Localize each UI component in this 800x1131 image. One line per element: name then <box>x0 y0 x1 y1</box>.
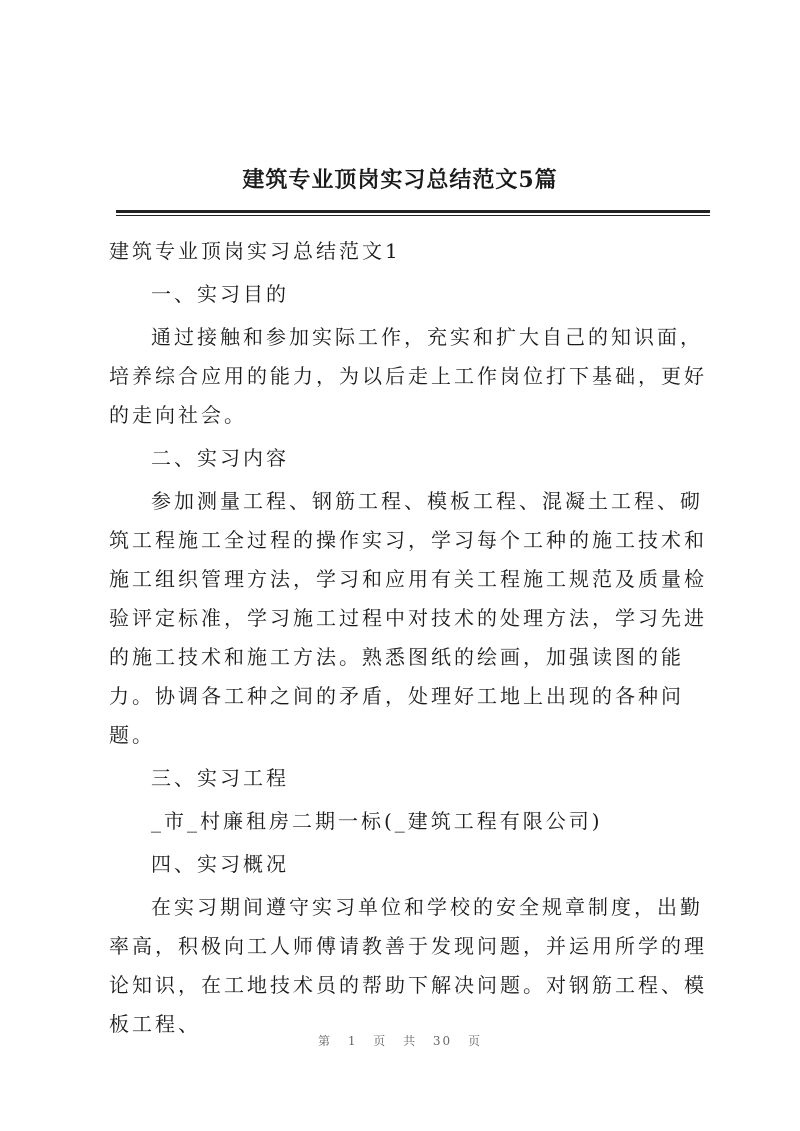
document-title: 建筑专业顶岗实习总结范文5篇 <box>242 167 558 193</box>
paragraph-overview: 在实习期间遵守实习单位和学校的安全规章制度，出勤率高，积极向工人师傅请教善于发现问题，并运用所学的理论知识，在工地技术员的帮助下解决问题。对钢筋工程、模板工程、 <box>109 895 707 1036</box>
heading-overview: 四、实习概况 <box>151 852 289 876</box>
heading-purpose: 一、实习目的 <box>151 282 289 306</box>
section-title: 建筑专业顶岗实习总结范文1 <box>109 239 401 263</box>
title-rule-thin <box>116 215 710 216</box>
heading-content: 二、实习内容 <box>151 446 289 470</box>
paragraph-project: _市_村廉租房二期一标(_建筑工程有限公司) <box>151 809 603 833</box>
paragraph-content: 参加测量工程、钢筋工程、模板工程、混凝土工程、砌筑工程施工全过程的操作实习，学习每个工种的施工技术和施工组织管理方法，学习和应用有关工程施工规范及质量检验评定标准，学习施工过程中对技术的处理方法，学习先进的施工技术和施工方法。熟悉图纸的绘画，加强读图的能力。协调各工种之间的矛盾，处理好工地上出现的各种问题。 <box>109 489 707 747</box>
document-body <box>109 232 714 1048</box>
page-footer: 第 1 页 共 30 页 <box>318 1034 482 1048</box>
title-rule-thick <box>116 210 710 213</box>
paragraph-purpose: 通过接触和参加实际工作，充实和扩大自己的知识面，培养综合应用的能力，为以后走上工作岗位打下基础，更好的走向社会。 <box>109 325 707 427</box>
heading-project: 三、实习工程 <box>151 766 289 790</box>
